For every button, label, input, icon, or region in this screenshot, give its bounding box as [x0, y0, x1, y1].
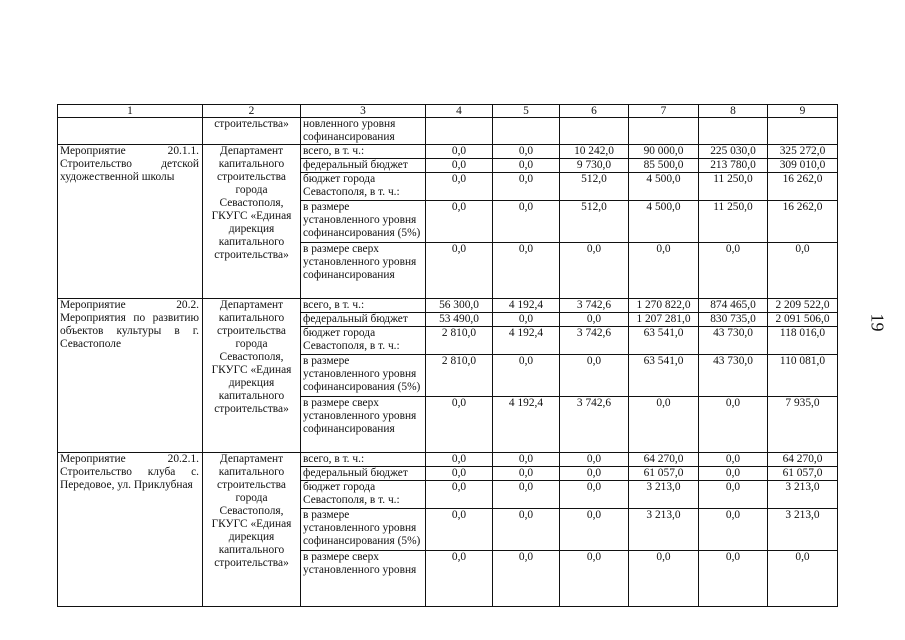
value-cell: 64 270,0: [629, 453, 699, 467]
value-cell: 56 300,0: [426, 299, 493, 313]
value-cell: 0,0: [560, 453, 629, 467]
value-cell: 4 500,0: [629, 201, 699, 243]
value-cell: 309 010,0: [768, 159, 838, 173]
col-number: 4: [426, 105, 493, 118]
value-cell: 7 935,0: [768, 397, 838, 453]
value-cell: 2 810,0: [426, 327, 493, 355]
executor-cell: строительства»: [203, 118, 301, 145]
value-cell: 0,0: [560, 243, 629, 299]
value-cell: 16 262,0: [768, 201, 838, 243]
value-cell: 3 213,0: [768, 509, 838, 551]
value-cell: 0,0: [493, 481, 560, 509]
value-cell: 0,0: [629, 397, 699, 453]
value-cell: 0,0: [699, 509, 768, 551]
value-cell: 64 270,0: [768, 453, 838, 467]
value-cell: 11 250,0: [699, 173, 768, 201]
col-number: 9: [768, 105, 838, 118]
value-cell: 0,0: [493, 243, 560, 299]
value-cell: 0,0: [493, 453, 560, 467]
funding-source-cell: в размере установленного уровня софинансирования (5%): [301, 509, 426, 551]
col-number: 1: [58, 105, 203, 118]
executor-cell: Департамент капитального строительства города Севастополя, ГКУГС «Единая дирекция капитального строительства»: [203, 299, 301, 453]
value-cell: 3 742,6: [560, 299, 629, 313]
value-cell: 0,0: [560, 467, 629, 481]
measure-name-cell: Мероприятие 20.2.1. Строительство клуба с. Передовое, ул. Приклубная: [58, 453, 203, 607]
value-cell: 0,0: [426, 159, 493, 173]
funding-source-cell: в размере установленного уровня софинансирования (5%): [301, 355, 426, 397]
value-cell: 85 500,0: [629, 159, 699, 173]
column-number-row: [58, 105, 838, 118]
funding-source-cell: всего, в т. ч.:: [301, 299, 426, 313]
value-cell: 63 541,0: [629, 355, 699, 397]
executor-cell: Департамент капитального строительства города Севастополя, ГКУГС «Единая дирекция капитального строительства»: [203, 453, 301, 607]
col-number: 7: [629, 105, 699, 118]
value-cell: 3 213,0: [768, 481, 838, 509]
value-cell: 0,0: [493, 313, 560, 327]
value-cell: 3 213,0: [629, 481, 699, 509]
value-cell: 0,0: [426, 145, 493, 159]
value-cell: 61 057,0: [768, 467, 838, 481]
value-cell: 0,0: [426, 551, 493, 607]
value-cell: 118 016,0: [768, 327, 838, 355]
value-cell: 0,0: [426, 243, 493, 299]
value-cell: 3 742,6: [560, 327, 629, 355]
value-cell: 53 490,0: [426, 313, 493, 327]
value-cell: 3 213,0: [629, 509, 699, 551]
measure-name-cell: Мероприятие 20.2. Мероприятия по развитию объектов культуры в г. Севастополе: [58, 299, 203, 453]
value-cell: 10 242,0: [560, 145, 629, 159]
funding-source-cell: федеральный бюджет: [301, 313, 426, 327]
value-cell: 0,0: [560, 481, 629, 509]
value-cell: 0,0: [493, 201, 560, 243]
value-cell: 225 030,0: [699, 145, 768, 159]
table-row: [58, 299, 838, 313]
value-cell: 63 541,0: [629, 327, 699, 355]
value-cell: 0,0: [699, 453, 768, 467]
value-cell: 0,0: [560, 509, 629, 551]
value-cell: 110 081,0: [768, 355, 838, 397]
value-cell: 874 465,0: [699, 299, 768, 313]
table-row: [58, 453, 838, 467]
value-cell: 0,0: [493, 551, 560, 607]
table-body: [58, 105, 838, 607]
value-cell: 0,0: [560, 313, 629, 327]
funding-source-cell: в размере сверх установленного уровня софинансирования: [301, 397, 426, 453]
value-cell: 1 270 822,0: [629, 299, 699, 313]
value-cell: 325 272,0: [768, 145, 838, 159]
value-cell: 0,0: [493, 173, 560, 201]
value-cell: 213 780,0: [699, 159, 768, 173]
value-cell: 0,0: [493, 355, 560, 397]
funding-source-cell: бюджет города Севастополя, в т. ч.:: [301, 173, 426, 201]
value-cell: 0,0: [493, 509, 560, 551]
value-cell: 43 730,0: [699, 355, 768, 397]
value-cell: 4 500,0: [629, 173, 699, 201]
value-cell: 0,0: [768, 243, 838, 299]
col-number: 2: [203, 105, 301, 118]
value-cell: 0,0: [493, 145, 560, 159]
funding-source-cell: в размере сверх установленного уровня софинансирования: [301, 243, 426, 299]
funding-source-cell: бюджет города Севастополя, в т. ч.:: [301, 481, 426, 509]
value-cell: 3 742,6: [560, 397, 629, 453]
value-cell: 90 000,0: [629, 145, 699, 159]
value-cell: 0,0: [493, 467, 560, 481]
value-cell: 0,0: [426, 201, 493, 243]
value-cell: 0,0: [560, 551, 629, 607]
col-number: 8: [699, 105, 768, 118]
funding-source-cell: федеральный бюджет: [301, 467, 426, 481]
value-cell: 4 192,4: [493, 327, 560, 355]
value-cell: 830 735,0: [699, 313, 768, 327]
funding-source-cell: в размере установленного уровня софинансирования (5%): [301, 201, 426, 243]
value-cell: 0,0: [699, 481, 768, 509]
value-cell: 11 250,0: [699, 201, 768, 243]
funding-source-cell: федеральный бюджет: [301, 159, 426, 173]
funding-source-cell: в размере сверх установленного уровня: [301, 551, 426, 607]
value-cell: 9 730,0: [560, 159, 629, 173]
value-cell: 4 192,4: [493, 299, 560, 313]
value-cell: 0,0: [426, 467, 493, 481]
value-cell: 43 730,0: [699, 327, 768, 355]
col-number: 6: [560, 105, 629, 118]
value-cell: 0,0: [699, 243, 768, 299]
value-cell: 0,0: [629, 243, 699, 299]
value-cell: 0,0: [699, 467, 768, 481]
value-cell: 2 091 506,0: [768, 313, 838, 327]
col-number: 3: [301, 105, 426, 118]
funding-source-cell: всего, в т. ч.:: [301, 453, 426, 467]
value-cell: 0,0: [426, 509, 493, 551]
value-cell: 0,0: [493, 159, 560, 173]
value-cell: 16 262,0: [768, 173, 838, 201]
measure-name-cell: Мероприятие 20.1.1. Строительство детской художественной школы: [58, 145, 203, 299]
value-cell: 4 192,4: [493, 397, 560, 453]
value-cell: 512,0: [560, 201, 629, 243]
value-cell: 0,0: [768, 551, 838, 607]
value-cell: 0,0: [426, 397, 493, 453]
value-cell: 2 209 522,0: [768, 299, 838, 313]
table-row: [58, 145, 838, 159]
value-cell: 512,0: [560, 173, 629, 201]
executor-cell: Департамент капитального строительства города Севастополя, ГКУГС «Единая дирекция капитального строительства»: [203, 145, 301, 299]
value-cell: 0,0: [560, 355, 629, 397]
value-cell: 0,0: [426, 481, 493, 509]
value-cell: 0,0: [426, 453, 493, 467]
col-number: 5: [493, 105, 560, 118]
source-cell: новленного уровня софинансирования: [301, 118, 426, 145]
value-cell: 1 207 281,0: [629, 313, 699, 327]
continuation-row: [58, 118, 838, 145]
page-number: 19: [867, 313, 888, 332]
value-cell: 61 057,0: [629, 467, 699, 481]
value-cell: 0,0: [426, 173, 493, 201]
budget-table: [57, 104, 838, 607]
value-cell: 0,0: [699, 397, 768, 453]
value-cell: 2 810,0: [426, 355, 493, 397]
value-cell: 0,0: [629, 551, 699, 607]
funding-source-cell: бюджет города Севастополя, в т. ч.:: [301, 327, 426, 355]
funding-source-cell: всего, в т. ч.:: [301, 145, 426, 159]
value-cell: 0,0: [699, 551, 768, 607]
